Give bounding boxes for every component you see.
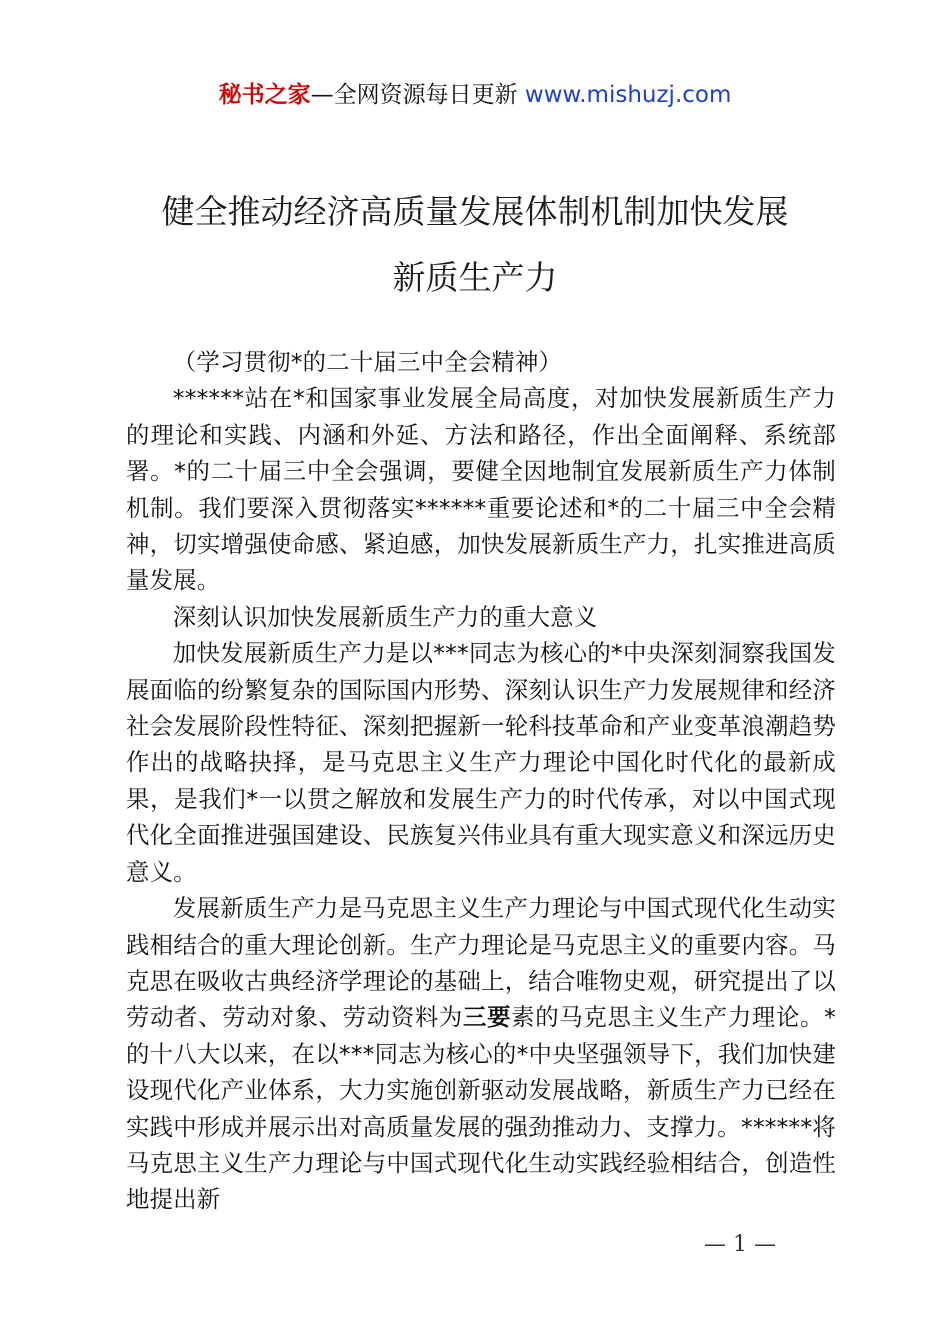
section-heading: 深刻认识加快发展新质生产力的重大意义 — [172, 602, 598, 631]
paragraph-significance: 加快发展新质生产力是以***同志为核心的*中央深刻洞察我国发展面临的纷繁复杂的国际国内形势、深刻认识生产力发展规律和经济社会发展阶段性特征、深刻把握新一轮科技革命和产业变革浪潮趋势作出的战略抉择，是马克思主义生产力理论中国化时代化的最新成果，是我们*一以贯之解放和发展生产力的时代传承，对以中国式现代化全面推进强国建设、民族复兴伟业具有重大现实意义和深远历史意义。 — [126, 639, 836, 886]
document-title-line-2: 新质生产力 — [392, 258, 558, 297]
document-body — [126, 344, 836, 1218]
site-header — [0, 78, 950, 112]
document-title-line-1: 健全推动经济高质量发展体制机制加快发展 — [161, 192, 789, 231]
paragraph-theory-part-a: 发展新质生产力是马克思主义生产力理论与中国式现代化生动实践相结合的重大理论创新。生产力理论是马克思主义的重要内容。马克思在吸收古典经济学理论的基础上，结合唯物史观，研究提出了以劳动者、劳动对象、劳动资料为 — [126, 894, 836, 1032]
bold-emphasis: 三要 — [463, 1003, 512, 1032]
paragraph-intro: ******站在*和国家事业发展全局高度，对加快发展新质生产力的理论和实践、内涵和外延、方法和路径，作出全面阐释、系统部署。*的二十届三中全会强调，要健全因地制宜发展新质生产力体制机制。我们要深入贯彻落实******重要论述和*的二十届三中全会精神，切实增强使命感、紧迫感，加快发展新质生产力，扎实推进高质量发展。 — [126, 384, 836, 595]
site-brand: 秘书之家 — [218, 82, 311, 108]
page-number: — 1 — — [704, 1232, 776, 1257]
subtitle-note: （学习贯彻*的二十届三中全会精神） — [172, 348, 563, 376]
paragraph-theory — [126, 890, 836, 1218]
paragraph-theory-part-b: 素的马克思主义生产力理论。*的十八大以来，在以***同志为核心的*中央坚强领导下，我们加快建设现代化产业体系，大力实施创新驱动发展战略，新质生产力已经在实践中形成并展示出对高质量发展的强劲推动力、支撑力。******将马克思主义生产力理论与中国式现代化生动实践经验相结合，创造性地提出新 — [126, 1003, 836, 1214]
site-url-link[interactable]: www.mishuzj.com — [524, 82, 732, 108]
site-tagline: —全网资源每日更新 — [310, 82, 525, 108]
